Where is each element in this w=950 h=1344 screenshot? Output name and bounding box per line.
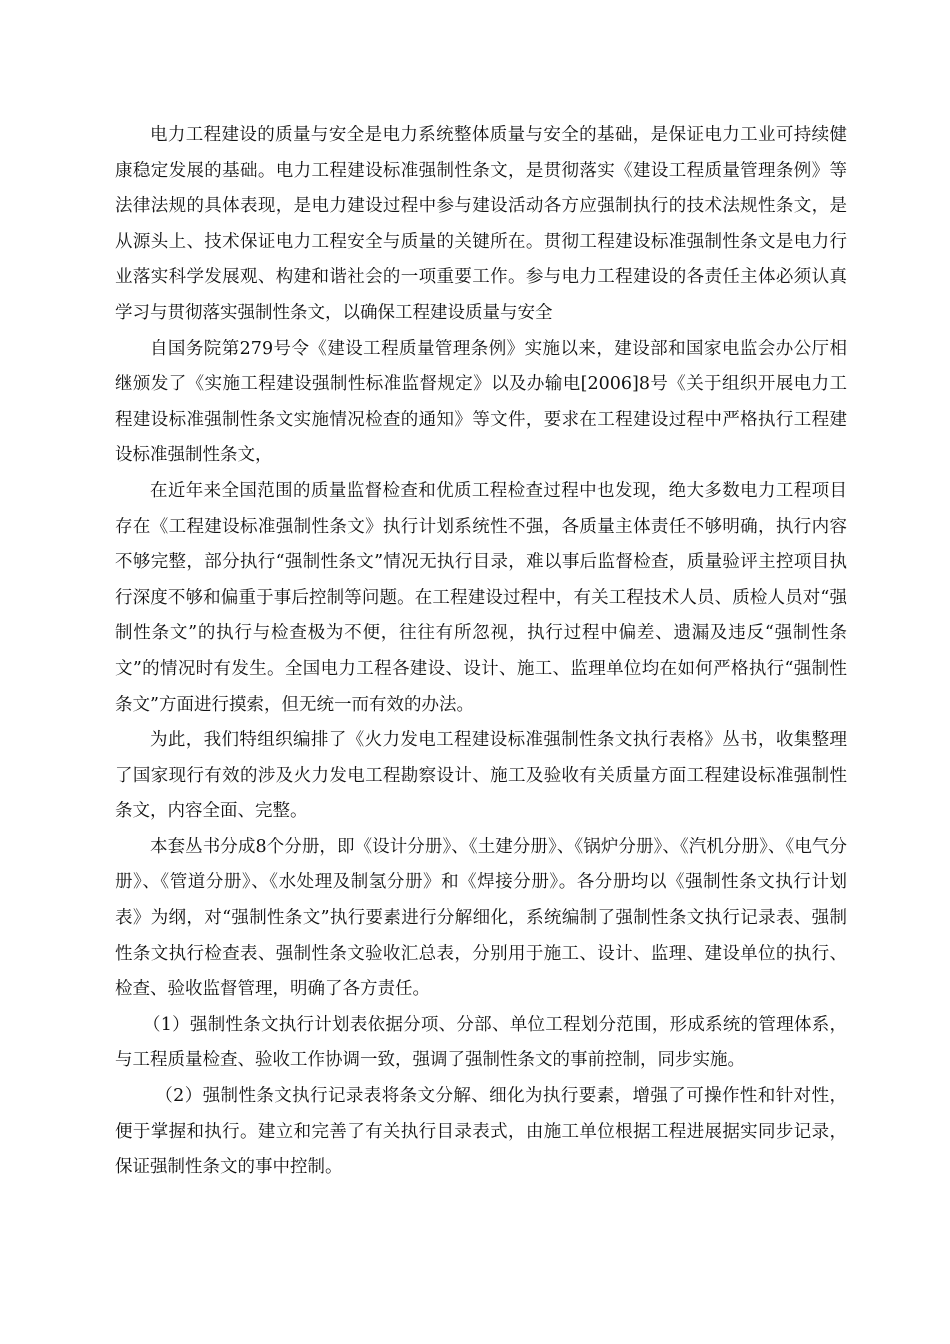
list-item-plan-table: （1）强制性条文执行计划表依据分项、分部、单位工程划分范围，形成系统的管理体系，与工程质量检查、验收工作协调一致，强调了强制性条文的事前控制，同步实施。: [115, 1014, 847, 1071]
paragraph-regulations: 自国务院第279号令《建设工程质量管理条例》实施以来，建设部和国家电监会办公厅相继颁发了《实施工程建设强制性标准监督规定》以及办输电[2006]8号《关于组织开展电力工程建设标准强制性条文实施情况检查的通知》等文件，要求在工程建设过程中严格执行工程建设标准强制性条文，: [115, 338, 847, 466]
paragraph-series: 为此，我们特组织编排了《火力发电工程建设标准强制性条文执行表格》丛书，收集整理了国家现行有效的涉及火力发电工程勘察设计、施工及验收有关质量方面工程建设标准强制性条文，内容全面、完整。: [115, 730, 847, 822]
paragraph-intro: 电力工程建设的质量与安全是电力系统整体质量与安全的基础，是保证电力工业可持续健康稳定发展的基础。电力工程建设标准强制性条文，是贯彻落实《建设工程质量管理条例》等法律法规的具体表现，是电力建设过程中参与建设活动各方应强制执行的技术法规性条文，是从源头上、技术保证电力工程安全与质量的关键所在。贯彻工程建设标准强制性条文是电力行业落实科学发展观、构建和谐社会的一项重要工作。参与电力工程建设的各责任主体必须认真学习与贯彻落实强制性条文，以确保工程建设质量与安全: [115, 125, 847, 323]
paragraph-problems: 在近年来全国范围的质量监督检查和优质工程检查过程中也发现，绝大多数电力工程项目存在《工程建设标准强制性条文》执行计划系统性不强，各质量主体责任不够明确，执行内容不够完整，部分执行“强制性条文”情况无执行目录，难以事后监督检查，质量验评主控项目执行深度不够和偏重于事后控制等问题。在工程建设过程中，有关工程技术人员、质检人员对“强制性条文”的执行与检查极为不便，往往有所忽视，执行过程中偏差、遗漏及违反“强制性条文”的情况时有发生。全国电力工程各建设、设计、施工、监理单位均在如何严格执行“强制性条文”方面进行摸索，但无统一而有效的办法。: [115, 480, 847, 715]
paragraph-volumes: 本套丛书分成8个分册，即《设计分册》、《土建分册》、《锅炉分册》、《汽机分册》、《电气分册》、《管道分册》、《水处理及制氢分册》和《焊接分册》。各分册均以《强制性条文执行计划表》为纲，对“强制性条文”执行要素进行分解细化，系统编制了强制性条文执行记录表、强制性条文执行检查表、强制性条文验收汇总表，分别用于施工、设计、监理、建设单位的执行、检查、验收监督管理，明确了各方责任。: [115, 836, 847, 1000]
list-item-record-table: （2）强制性条文执行记录表将条文分解、细化为执行要素，增强了可操作性和针对性，便于掌握和执行。建立和完善了有关执行目录表式，由施工单位根据工程进展据实同步记录，保证强制性条文的事中控制。: [115, 1086, 847, 1178]
document-body: [115, 118, 847, 1186]
